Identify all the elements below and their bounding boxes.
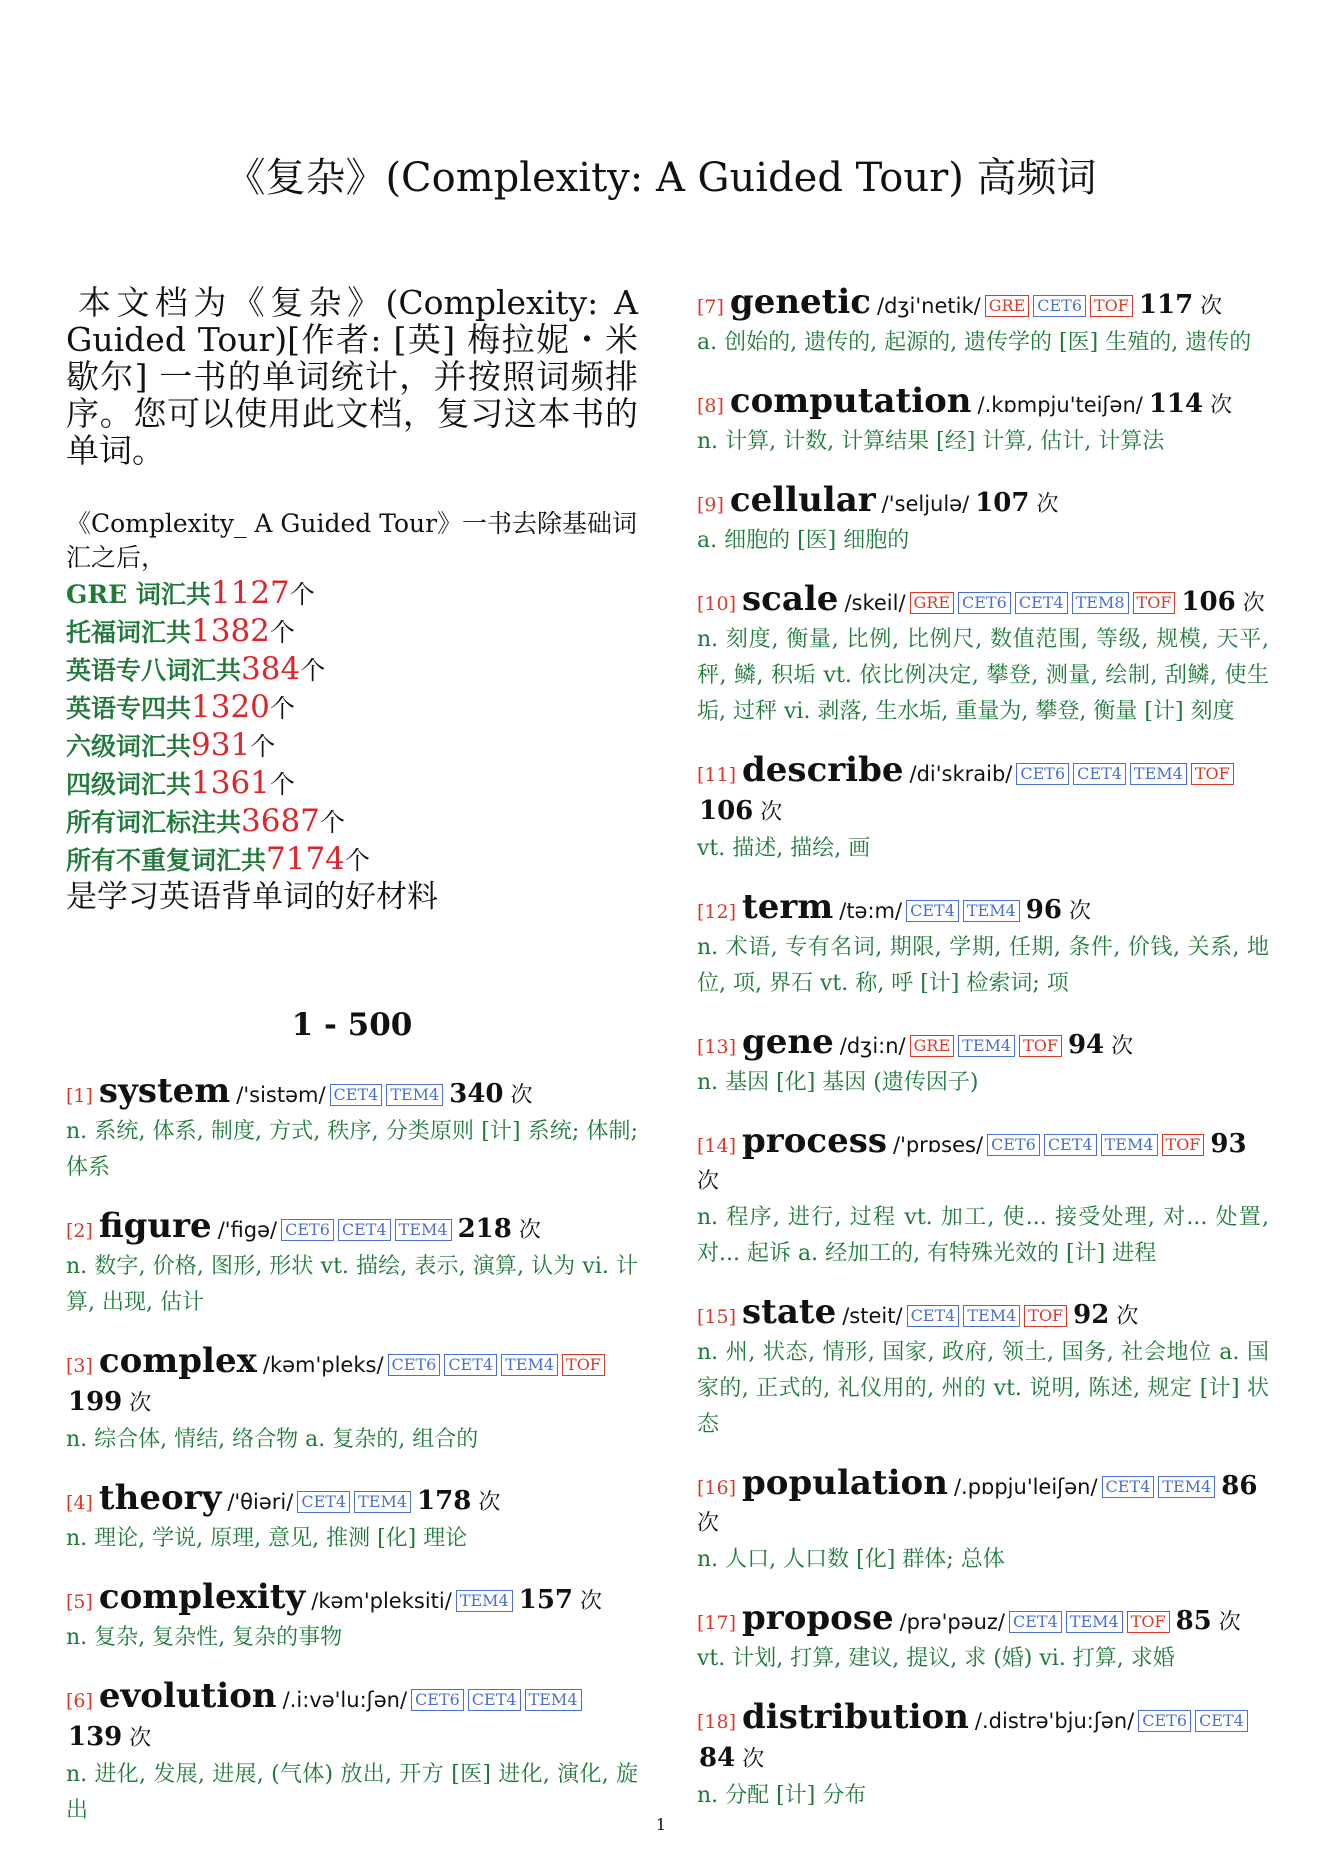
entry-head <box>66 1073 638 1114</box>
exam-tag: TOF <box>562 1354 605 1376</box>
entry-definition: n. 分配 [计] 分布 <box>697 1783 867 1808</box>
exam-tag: CET4 <box>907 1305 960 1327</box>
vocab-entry <box>697 482 1269 559</box>
count-suffix: 次 <box>129 1726 152 1751</box>
entry-head <box>66 1343 638 1422</box>
vocab-entry <box>66 1208 638 1321</box>
entry-index: [4] <box>66 1492 93 1514</box>
entry-definition: n. 刻度, 衡量, 比例, 比例尺, 数值范围, 等级, 规模, 天平, 秤, 鳞, 积垢 vt. 依比例决定, 攀登, 测量, 绘制, 刮鳞, 使生垢, 过秤 vi. 剥落, 生水垢, 重量为, 攀登, 衡量 [计] 刻度 <box>697 627 1269 724</box>
entry-word: describe <box>742 750 904 790</box>
exam-tag: TOF <box>1019 1035 1062 1057</box>
entry-head <box>697 284 1269 325</box>
entry-word: propose <box>742 1598 894 1638</box>
left-entry-list <box>66 1073 638 1829</box>
left-column <box>66 284 638 1851</box>
entry-word: state <box>742 1292 837 1332</box>
count-suffix: 次 <box>1200 294 1223 319</box>
count-suffix: 次 <box>129 1391 152 1416</box>
count-suffix: 次 <box>1218 1610 1241 1635</box>
entry-definition: n. 基因 [化] 基因 (遗传因子) <box>697 1070 979 1095</box>
exam-tag: CET4 <box>444 1354 497 1376</box>
vocab-entry <box>697 1465 1269 1578</box>
entry-head <box>697 1123 1269 1200</box>
exam-tag: TOF <box>1162 1134 1205 1156</box>
exam-tag: CET6 <box>1016 763 1069 785</box>
exam-tag: TEM4 <box>395 1219 452 1241</box>
entry-index: [12] <box>697 901 737 923</box>
entry-phonetic: /di'skraib/ <box>909 762 1013 786</box>
entry-index: [18] <box>697 1711 737 1733</box>
entry-index: [16] <box>697 1477 737 1499</box>
entry-head <box>697 581 1269 622</box>
entry-index: [8] <box>697 395 724 417</box>
page-number: 1 <box>655 1815 667 1834</box>
entry-word: distribution <box>742 1697 969 1737</box>
exam-tag: CET4 <box>1015 592 1068 614</box>
entry-count: 340 <box>449 1079 504 1109</box>
range-heading: 1 - 500 <box>291 1007 413 1043</box>
entry-head <box>697 752 1269 831</box>
entry-phonetic: /'sistəm/ <box>236 1083 326 1107</box>
vocab-entry <box>697 383 1269 460</box>
entry-count: 84 <box>699 1743 736 1773</box>
exam-tag: CET4 <box>468 1689 521 1711</box>
entry-count: 86 <box>1221 1471 1258 1501</box>
exam-tag: CET6 <box>411 1689 464 1711</box>
entry-word: term <box>742 887 834 927</box>
exam-tag: TEM4 <box>1066 1611 1123 1633</box>
stat-line: 所有不重复词汇共7174个 <box>66 841 370 877</box>
exam-tag: CET4 <box>297 1491 350 1513</box>
entry-index: [15] <box>697 1306 737 1328</box>
entry-index: [14] <box>697 1135 737 1157</box>
entry-word: genetic <box>729 282 872 322</box>
exam-tag: TEM4 <box>958 1035 1015 1057</box>
entry-index: [9] <box>697 494 724 516</box>
entry-count: 93 <box>1210 1129 1247 1159</box>
right-entry-list <box>697 284 1269 1814</box>
entry-count: 157 <box>518 1585 574 1615</box>
count-suffix: 次 <box>1210 393 1233 418</box>
exam-tag: CET4 <box>338 1219 391 1241</box>
vocab-entry <box>697 1699 1269 1814</box>
exam-tag: TEM4 <box>1101 1134 1158 1156</box>
entry-head <box>697 1294 1269 1335</box>
entry-phonetic: /'θiəri/ <box>227 1490 294 1514</box>
count-suffix: 次 <box>478 1490 501 1515</box>
count-suffix: 次 <box>1116 1304 1139 1329</box>
entry-phonetic: /.pɒpju'leiʃən/ <box>953 1475 1098 1499</box>
entry-index: [10] <box>697 593 737 615</box>
entry-phonetic: /steit/ <box>842 1304 903 1328</box>
exam-tag: TEM4 <box>456 1590 513 1612</box>
entry-count: 199 <box>68 1387 123 1417</box>
entry-definition: vt. 计划, 打算, 建议, 提议, 求 (婚) vi. 打算, 求婚 <box>697 1646 1175 1671</box>
exam-tag: TEM8 <box>1072 592 1129 614</box>
entry-definition: n. 数字, 价格, 图形, 形状 vt. 描绘, 表示, 演算, 认为 vi. 计算, 出现, 估计 <box>66 1254 638 1315</box>
entry-word: system <box>98 1071 231 1111</box>
vocab-entry <box>697 889 1269 1002</box>
exam-tag: CET4 <box>1195 1710 1248 1732</box>
exam-tag: TEM4 <box>1130 763 1187 785</box>
entry-definition: n. 人口, 人口数 [化] 群体; 总体 <box>697 1547 1005 1572</box>
exam-tag: TEM4 <box>386 1084 443 1106</box>
entry-definition: n. 术语, 专有名词, 期限, 学期, 任期, 条件, 价钱, 关系, 地位, 项, 界石 vt. 称, 呼 [计] 检索词; 项 <box>697 935 1269 996</box>
entry-definition: n. 理论, 学说, 原理, 意见, 推测 [化] 理论 <box>66 1526 468 1551</box>
entry-phonetic: /tə:m/ <box>839 899 903 923</box>
entry-index: [6] <box>66 1690 93 1712</box>
stats-block <box>66 507 638 915</box>
entry-count: 106 <box>699 796 754 826</box>
entry-word: evolution <box>98 1676 277 1716</box>
entry-phonetic: /.kɒmpju'teiʃən/ <box>977 393 1143 417</box>
entry-head <box>697 1465 1269 1542</box>
entry-count: 139 <box>68 1722 123 1752</box>
entry-head <box>697 1600 1269 1641</box>
vocab-entry <box>66 1678 638 1829</box>
exam-tag: GRE <box>985 295 1030 317</box>
count-suffix: 次 <box>1068 899 1091 924</box>
entry-count: 85 <box>1175 1606 1212 1636</box>
entry-head <box>697 1024 1269 1065</box>
entry-phonetic: /kəm'pleksiti/ <box>311 1589 452 1613</box>
entry-phonetic: /'figə/ <box>217 1218 278 1242</box>
entry-count: 107 <box>975 488 1030 518</box>
exam-tag: TOF <box>1127 1611 1170 1633</box>
entry-definition: n. 程序, 进行, 过程 vt. 加工, 使... 接受处理, 对... 处置, 对... 起诉 a. 经加工的, 有特殊光效的 [计] 进程 <box>697 1205 1269 1266</box>
count-suffix: 次 <box>760 800 783 825</box>
entry-phonetic: /dʒi:n/ <box>839 1034 906 1058</box>
entry-count: 178 <box>417 1486 472 1516</box>
entry-word: figure <box>98 1206 212 1246</box>
entry-word: complexity <box>98 1577 306 1617</box>
vocab-entry <box>66 1480 638 1557</box>
entry-definition: n. 综合体, 情结, 络合物 a. 复杂的, 组合的 <box>66 1427 479 1452</box>
document-title: 《复杂》(Complexity: A Guided Tour) 高频词 <box>225 155 1097 201</box>
entry-head <box>697 482 1269 523</box>
entry-count: 114 <box>1148 389 1204 419</box>
entry-phonetic: /'seljulə/ <box>881 492 970 516</box>
entry-head <box>697 889 1269 930</box>
exam-tag: CET6 <box>1138 1710 1191 1732</box>
entry-count: 92 <box>1073 1300 1110 1330</box>
exam-tag: CET4 <box>1102 1476 1155 1498</box>
entry-count: 117 <box>1138 290 1194 320</box>
exam-tag: TEM4 <box>963 900 1020 922</box>
vocab-entry <box>66 1579 638 1656</box>
count-suffix: 次 <box>1036 492 1059 517</box>
entry-word: gene <box>742 1022 834 1062</box>
vocab-entry <box>697 1600 1269 1677</box>
exam-tag: CET6 <box>987 1134 1040 1156</box>
entry-word: cellular <box>729 480 876 520</box>
entry-head <box>697 1699 1269 1778</box>
vocab-entry <box>697 1123 1269 1272</box>
entry-phonetic: /dʒi'netik/ <box>877 294 981 318</box>
entry-count: 106 <box>1181 587 1236 617</box>
right-column <box>697 284 1269 1836</box>
exam-tag: CET6 <box>1033 295 1086 317</box>
stat-line: 六级词汇共931个 <box>66 727 276 763</box>
vocab-entry <box>66 1343 638 1458</box>
stat-line: 英语专八词汇共384个 <box>66 651 326 687</box>
entry-index: [3] <box>66 1355 93 1377</box>
entry-definition: n. 复杂, 复杂性, 复杂的事物 <box>66 1625 343 1650</box>
entry-word: process <box>742 1121 887 1161</box>
count-suffix: 次 <box>510 1083 533 1108</box>
exam-tag: CET6 <box>281 1219 334 1241</box>
stat-line: 托福词汇共1382个 <box>66 613 295 649</box>
exam-tag: CET6 <box>388 1354 441 1376</box>
entry-phonetic: /'prɒses/ <box>893 1133 984 1157</box>
entry-word: population <box>742 1463 948 1503</box>
vocab-entry <box>66 1073 638 1186</box>
entry-count: 96 <box>1025 895 1062 925</box>
entry-definition: n. 进化, 发展, 进展, (气体) 放出, 开方 [医] 进化, 演化, 旋出 <box>66 1762 638 1823</box>
stats-closing: 是学习英语背单词的好材料 <box>66 879 438 915</box>
exam-tag: TEM4 <box>354 1491 411 1513</box>
exam-tag: GRE <box>910 592 955 614</box>
intro-paragraph: 本文档为《复杂》(Complexity: A Guided Tour)[作者: [英] 梅拉妮・米歇尔] 一书的单词统计，并按照词频排序。您可以使用此文档，复习这本书的单词。 <box>66 283 638 470</box>
entry-definition: n. 系统, 体系, 制度, 方式, 秩序, 分类原则 [计] 系统; 体制; 体系 <box>66 1119 638 1180</box>
entry-index: [2] <box>66 1220 93 1242</box>
vocab-entry <box>697 581 1269 730</box>
exam-tag: TEM4 <box>525 1689 582 1711</box>
entry-word: theory <box>98 1478 222 1518</box>
entry-definition: n. 州, 状态, 情形, 国家, 政府, 领土, 国务, 社会地位 a. 国家的, 正式的, 礼仪用的, 州的 vt. 说明, 陈述, 规定 [计] 状态 <box>697 1340 1269 1437</box>
entry-word: scale <box>742 579 839 619</box>
exam-tag: TOF <box>1133 592 1176 614</box>
entry-phonetic: /prə'pəuz/ <box>899 1610 1005 1634</box>
exam-tag: CET4 <box>330 1084 383 1106</box>
entry-phonetic: /.i:və'lu:ʃən/ <box>282 1688 408 1712</box>
exam-tag: TOF <box>1090 295 1133 317</box>
stat-line: 四级词汇共1361个 <box>66 765 295 801</box>
stat-line: 英语专四共1320个 <box>66 689 295 725</box>
entry-definition: vt. 描述, 描绘, 画 <box>697 836 871 861</box>
entry-phonetic: /.distrə'bju:ʃən/ <box>974 1709 1135 1733</box>
exam-tag: CET6 <box>958 592 1011 614</box>
entry-index: [11] <box>697 764 737 786</box>
exam-tag: CET4 <box>1009 1611 1062 1633</box>
entry-count: 94 <box>1067 1030 1105 1060</box>
exam-tag: TEM4 <box>1158 1476 1215 1498</box>
exam-tag: CET4 <box>1073 763 1126 785</box>
entry-word: complex <box>98 1341 257 1381</box>
entry-word: computation <box>729 381 972 421</box>
exam-tag: GRE <box>910 1035 955 1057</box>
exam-tag: TEM4 <box>501 1354 558 1376</box>
count-suffix: 次 <box>1242 591 1265 616</box>
stat-line: GRE 词汇共1127个 <box>66 575 315 611</box>
entry-head <box>66 1208 638 1249</box>
entry-head <box>66 1579 638 1620</box>
count-suffix: 次 <box>1111 1034 1134 1059</box>
entry-count: 218 <box>457 1214 512 1244</box>
count-suffix: 次 <box>742 1747 765 1772</box>
exam-tag: CET4 <box>906 900 959 922</box>
exam-tag: CET4 <box>1044 1134 1097 1156</box>
entry-index: [7] <box>697 296 724 318</box>
stat-line: 所有词汇标注共3687个 <box>66 803 345 839</box>
entry-head <box>66 1480 638 1521</box>
count-suffix: 次 <box>518 1218 541 1243</box>
entry-definition: n. 计算, 计数, 计算结果 [经] 计算, 估计, 计算法 <box>697 429 1165 454</box>
entry-index: [5] <box>66 1591 93 1613</box>
count-suffix: 次 <box>697 1169 720 1194</box>
vocab-entry <box>697 752 1269 867</box>
entry-definition: a. 细胞的 [医] 细胞的 <box>697 528 910 553</box>
entry-index: [17] <box>697 1612 737 1634</box>
vocab-entry <box>697 284 1269 361</box>
exam-tag: TOF <box>1024 1305 1067 1327</box>
exam-tag: TOF <box>1191 763 1234 785</box>
count-suffix: 次 <box>580 1589 603 1614</box>
vocab-entry <box>697 1024 1269 1101</box>
entry-phonetic: /skeil/ <box>844 591 906 615</box>
entry-index: [13] <box>697 1036 737 1058</box>
entry-index: [1] <box>66 1085 93 1107</box>
exam-tag: TEM4 <box>963 1305 1020 1327</box>
entry-definition: a. 创始的, 遗传的, 起源的, 遗传学的 [医] 生殖的, 遗传的 <box>697 330 1252 355</box>
entry-head <box>66 1678 638 1757</box>
stats-lead: 《Complexity_ A Guided Tour》一书去除基础词汇之后， <box>66 509 638 572</box>
entry-phonetic: /kəm'pleks/ <box>262 1353 384 1377</box>
entry-head <box>697 383 1269 424</box>
count-suffix: 次 <box>697 1511 720 1536</box>
vocab-entry <box>697 1294 1269 1443</box>
